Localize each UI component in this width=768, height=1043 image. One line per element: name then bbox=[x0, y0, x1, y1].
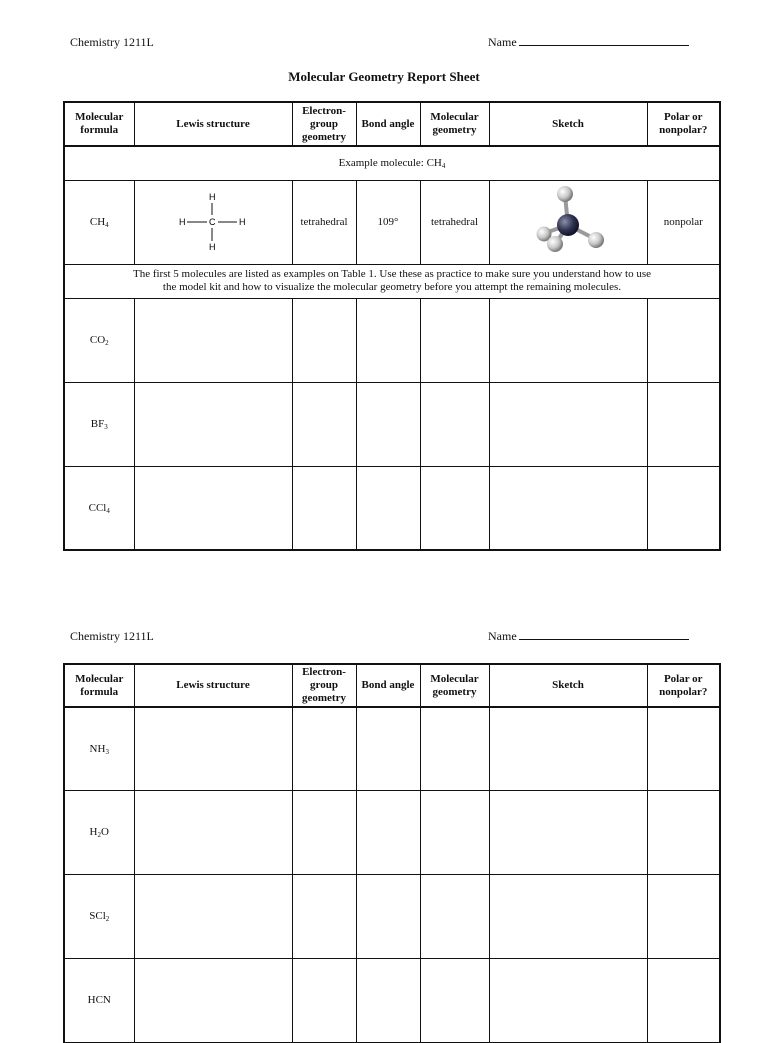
example-label: Example molecule: CH4 bbox=[64, 146, 720, 180]
report-table-page2 bbox=[63, 663, 721, 1043]
bond-angle-cell[interactable] bbox=[356, 466, 420, 550]
lewis-cell[interactable] bbox=[134, 874, 292, 958]
sketch-cell[interactable] bbox=[489, 874, 647, 958]
row-formula-nh3: NH3 bbox=[64, 707, 134, 790]
row-formula-hcn: HCN bbox=[64, 958, 134, 1042]
ball-and-stick-model bbox=[523, 183, 613, 259]
col-header-molecular-geometry: Molecular geometry bbox=[420, 102, 489, 146]
molecular-geometry-cell[interactable] bbox=[420, 466, 489, 550]
lewis-cell[interactable] bbox=[134, 382, 292, 466]
molecular-geometry-cell[interactable] bbox=[420, 382, 489, 466]
table-row bbox=[64, 382, 720, 466]
col-header-polarity: Polar or nonpolar? bbox=[647, 664, 720, 707]
col-header-lewis: Lewis structure bbox=[134, 102, 292, 146]
table-row bbox=[64, 958, 720, 1042]
polarity-cell[interactable] bbox=[647, 790, 720, 874]
row-formula-co2: CO2 bbox=[64, 298, 134, 382]
electron-geometry-cell[interactable] bbox=[292, 958, 356, 1042]
hydrogen-atom-right bbox=[588, 232, 604, 248]
sketch-cell[interactable] bbox=[489, 382, 647, 466]
molecular-geometry-cell[interactable] bbox=[420, 874, 489, 958]
name-label: Name bbox=[488, 35, 517, 49]
col-header-formula: Molecular formula bbox=[64, 664, 134, 707]
example-molecular-geometry: tetrahedral bbox=[420, 180, 489, 264]
sketch-cell[interactable] bbox=[489, 298, 647, 382]
molecular-geometry-cell[interactable] bbox=[420, 298, 489, 382]
sketch-cell[interactable] bbox=[489, 790, 647, 874]
col-header-sketch: Sketch bbox=[489, 102, 647, 146]
lewis-structure-diagram bbox=[173, 186, 253, 256]
example-sketch bbox=[489, 180, 647, 264]
lewis-atom-top: H bbox=[209, 191, 216, 202]
hydrogen-atom-bottom bbox=[547, 236, 563, 252]
bond-angle-cell[interactable] bbox=[356, 958, 420, 1042]
lewis-cell[interactable] bbox=[134, 466, 292, 550]
page-title: Molecular Geometry Report Sheet bbox=[288, 69, 480, 84]
bond-angle-cell[interactable] bbox=[356, 382, 420, 466]
col-header-bond-angle: Bond angle bbox=[356, 664, 420, 707]
sketch-cell[interactable] bbox=[489, 707, 647, 790]
sketch-cell[interactable] bbox=[489, 466, 647, 550]
row-formula-scl2: SCl2 bbox=[64, 874, 134, 958]
table-row bbox=[64, 874, 720, 958]
col-header-formula: Molecular formula bbox=[64, 102, 134, 146]
lewis-cell[interactable] bbox=[134, 958, 292, 1042]
col-header-lewis: Lewis structure bbox=[134, 664, 292, 707]
lewis-cell[interactable] bbox=[134, 298, 292, 382]
polarity-cell[interactable] bbox=[647, 958, 720, 1042]
bond-angle-cell[interactable] bbox=[356, 707, 420, 790]
example-row bbox=[64, 180, 720, 264]
polarity-cell[interactable] bbox=[647, 298, 720, 382]
example-polarity: nonpolar bbox=[647, 180, 720, 264]
lewis-atom-center: C bbox=[209, 216, 216, 227]
bond-angle-cell[interactable] bbox=[356, 298, 420, 382]
electron-geometry-cell[interactable] bbox=[292, 466, 356, 550]
table-row bbox=[64, 707, 720, 790]
col-header-electron-geometry: Electron-group geometry bbox=[292, 664, 356, 707]
lewis-atom-bottom: H bbox=[209, 241, 216, 252]
table-row bbox=[64, 298, 720, 382]
bond-angle-cell[interactable] bbox=[356, 874, 420, 958]
col-header-polarity: Polar or nonpolar? bbox=[647, 102, 720, 146]
course-title-page2: Chemistry 1211L bbox=[70, 629, 154, 643]
instructions-note: The first 5 molecules are listed as examples on Table 1. Use these as practice to make sure you understand how to use the model kit and how to visualize the molecular geometry before you attempt the remaining molecules. bbox=[64, 264, 720, 298]
electron-geometry-cell[interactable] bbox=[292, 298, 356, 382]
electron-geometry-cell[interactable] bbox=[292, 382, 356, 466]
name-blank-line bbox=[519, 629, 689, 640]
col-header-electron-geometry: Electron-group geometry bbox=[292, 102, 356, 146]
col-header-molecular-geometry: Molecular geometry bbox=[420, 664, 489, 707]
electron-geometry-cell[interactable] bbox=[292, 790, 356, 874]
table-row bbox=[64, 790, 720, 874]
example-formula: CH4 bbox=[64, 180, 134, 264]
col-header-sketch: Sketch bbox=[489, 664, 647, 707]
name-field-page2[interactable] bbox=[488, 629, 689, 644]
lewis-atom-left: H bbox=[179, 216, 186, 227]
sketch-cell[interactable] bbox=[489, 958, 647, 1042]
molecular-geometry-cell[interactable] bbox=[420, 707, 489, 790]
row-formula-bf3: BF3 bbox=[64, 382, 134, 466]
lewis-cell[interactable] bbox=[134, 790, 292, 874]
name-label: Name bbox=[488, 629, 517, 643]
electron-geometry-cell[interactable] bbox=[292, 707, 356, 790]
report-table-page1 bbox=[63, 101, 721, 551]
polarity-cell[interactable] bbox=[647, 707, 720, 790]
molecular-geometry-cell[interactable] bbox=[420, 790, 489, 874]
name-field[interactable] bbox=[488, 35, 689, 50]
polarity-cell[interactable] bbox=[647, 382, 720, 466]
table-row bbox=[64, 466, 720, 550]
example-bond-angle: 109° bbox=[356, 180, 420, 264]
polarity-cell[interactable] bbox=[647, 466, 720, 550]
polarity-cell[interactable] bbox=[647, 874, 720, 958]
name-blank-line bbox=[519, 35, 689, 46]
carbon-atom bbox=[557, 214, 579, 236]
molecular-geometry-cell[interactable] bbox=[420, 958, 489, 1042]
hydrogen-atom-top bbox=[557, 186, 573, 202]
lewis-atom-right: H bbox=[239, 216, 246, 227]
lewis-structure-ch4 bbox=[134, 180, 292, 264]
course-title: Chemistry 1211L bbox=[70, 35, 154, 49]
bond-angle-cell[interactable] bbox=[356, 790, 420, 874]
row-formula-ccl4: CCl4 bbox=[64, 466, 134, 550]
row-formula-h2o: H2O bbox=[64, 790, 134, 874]
lewis-cell[interactable] bbox=[134, 707, 292, 790]
col-header-bond-angle: Bond angle bbox=[356, 102, 420, 146]
example-electron-geometry: tetrahedral bbox=[292, 180, 356, 264]
electron-geometry-cell[interactable] bbox=[292, 874, 356, 958]
